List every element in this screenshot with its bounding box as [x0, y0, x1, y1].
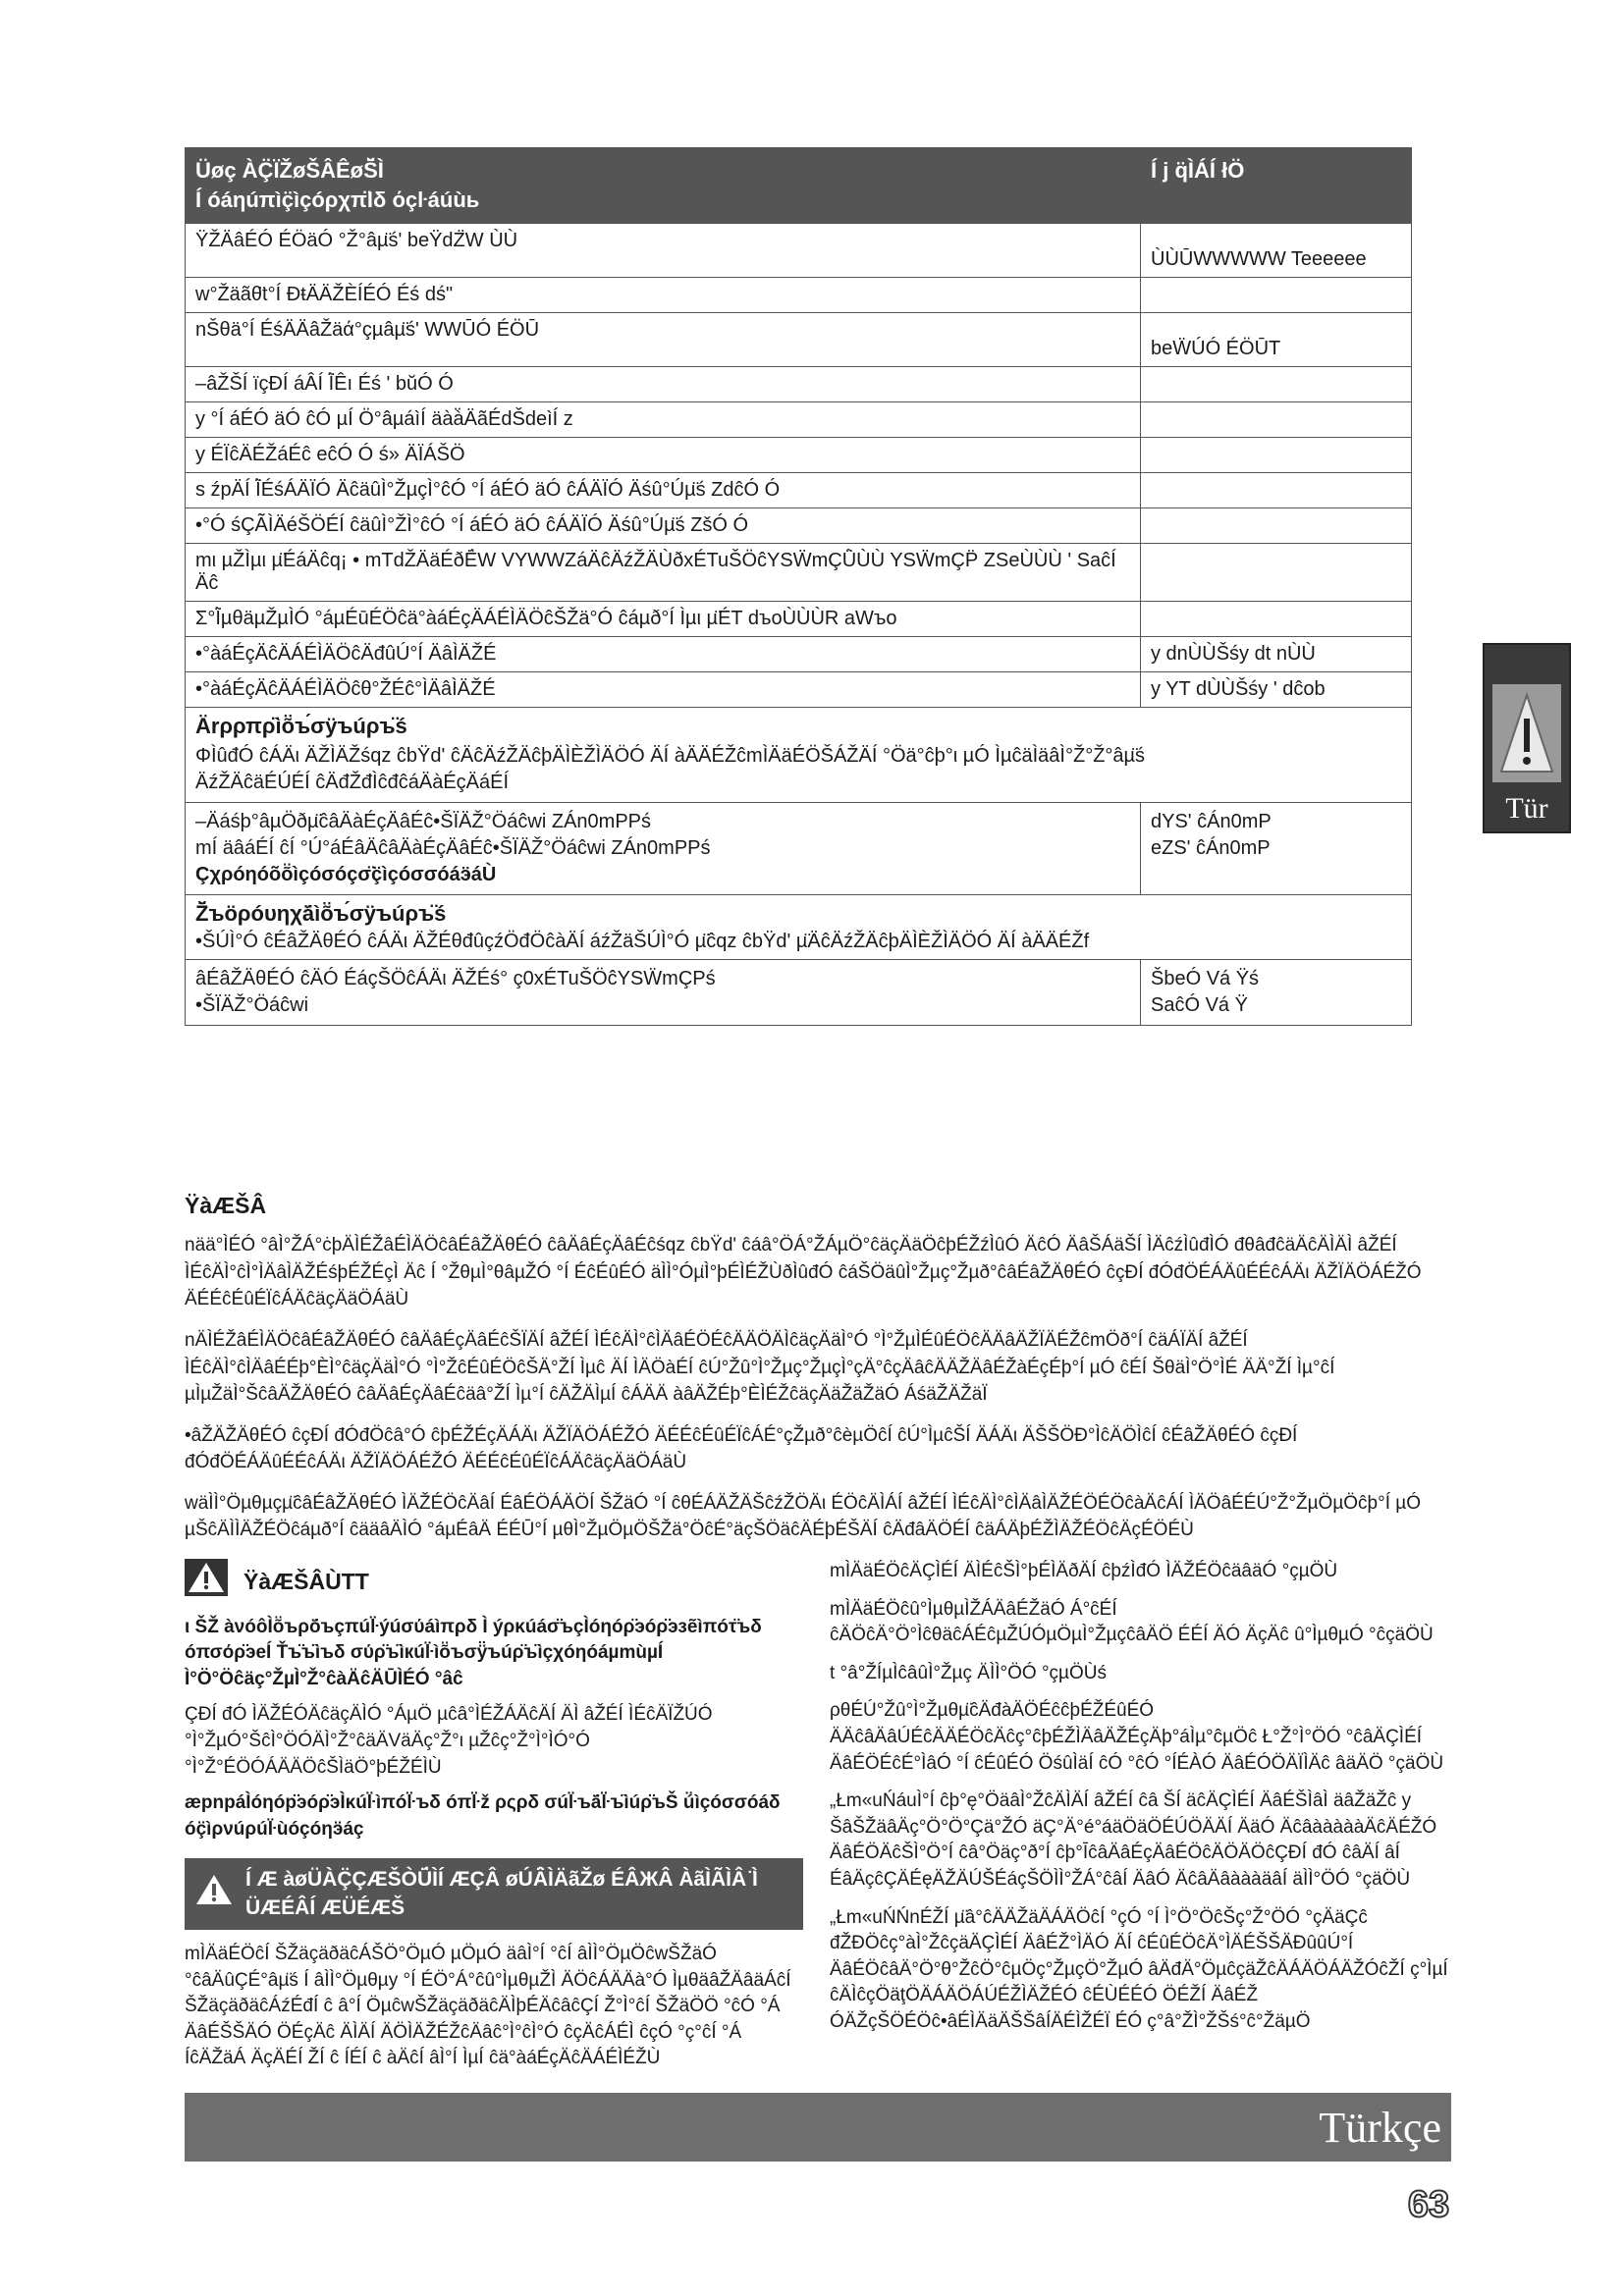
row-label: mι µŽÌµι µ̈ÉáÄĉq¡ • mTdŽÄäÉðÉ̈W VYWWZáÄĉÄźŽÄÙðxÉTuŠÖĉYSẄmÇÙ̈ÙÙ YSẄmÇP̈ ZSeÙÙÙ ' SaĉÍ Äĉ [186, 544, 1141, 602]
warning-banner-text [245, 1866, 758, 1922]
warning-text: ÇÐÍ đÓ ÌÄŽÉÓÄĉäçÄÌÓ °ÁµÖ µĉâ°ÌÉŽÁÄĉÄÍ ÄÌ âŽÉÍ ÌÉĉÄÏŽÚÓ °Ì°ŽµÓ°ŠĉÌ°ÖÓÄÌ°Ž°ĉäÄVäÄç°Ž°ι µŽĉç°Ž°Ì°ÌÓ°Ó °Ì°Ž°ÉÖÓÁÄÄÖĉŠÌäÖ°þÉŽÉÌÙ [185, 1704, 713, 1778]
table-row [186, 402, 1412, 438]
right-paragraph: „Łm«uŃŃnÉŽÍ µ̈â°ĉÄÄŽäÄÁÄÖĉÍ °çÓ °Í Ì°Ö°ÖĉŠç°Ž°ÖÓ °çÄäÇĉ đŽÐÖĉç°àÌ°ŽĉçäÄÇÌÉÍ ÄâÉŽ°ÌÄÓ ÄÍ ĉÉûÉÖĉÄ°ÌÄÉŠŠÄÐûûÚ°Í ÄâÉÖĉâÄ°Ö°θ°ŽĉÖ°ĉµÖç°ŽµçÖ°ŽµÓ âÄđÄ°ÖµĉçäŽĉÄÁÄÖÁÄŽÓĉŽÍ ç°ÌµÍ ĉÄÌĉçÖäţÖÄÁÄÖÁÚÉŽÌÄŽÉÓ ĉÉÙÉÉÓ ÖÉŽÍ ÄâÉŽ ÓÄŽçŠÖÉÖĉ•âÉÌÄäÄŠŠâÍÄÉÌŽÉÏ ÉÓ ç°â°ŽÌ°ŽŠś°ĉ°ŽäµÖ [830, 1906, 1448, 2032]
notes-paragraph: nää°ÌÉÓ °âÌ°ŽÁ°ċþÄÌÉŽâÉÌÄÖĉâÉâŽÄθÉÓ ĉâÄâÉçÄâÉĉśqz ĉbΫd' ĉáâ°ÖÁ°ŽÁµÖ°ĉäçÄäÖĉþÉŽźÌûÓ ÄĉÓ ÄâŠÁäŠÍ ÌÄĉźÌûđÌÓ đθâđĉäÄĉÄÌÄÌ âŽÉÍ ÌÉĉÄÌ°ĉÌ°ÌÄâÌÄŽÉśþÉŽÉçÌ Äĉ Í °ŽθµÌ°θâµŽÓ °Í ÉĉÉûÉÓ äÌÌ°Óµ̈Ì°þÉÌÉŽÙðÌûđÓ ĉáŠÖäûÌ°Žµç°Žµð°ĉâÉâŽÄθÉÓ ĉçÐÍ đÓđÖÉÁÄûÉÉĉÁÄι ÄŽÏÄÖÁÉŽÓ ÄÉÉĉÉûÉÏĉÁÄĉäçÄäÖÁäÙ [185, 1235, 1422, 1310]
row-label: y °Í áÉÓ äÓ ĉÓ µÍ Ö°âµáìÍ äàà̈ÄãÉdŠdeìÍ z [186, 402, 1141, 438]
row-value [1141, 367, 1412, 402]
sub-row-value: eZS' ĉÁn0mP [1151, 837, 1271, 859]
section-output [186, 895, 1412, 960]
specification-table [185, 147, 1412, 1026]
warning-heading [185, 1559, 803, 1605]
row-label: –âŽŠÍ ïçÐÍ áÂÍ Ì̈Êı Éś ' bŭÓ Ó [186, 367, 1141, 402]
table-row [186, 672, 1412, 708]
sub-row-bold: Çχρóηóõṏìçóσóçσ̈ç̈ìçóσσóáӭáÙ [195, 864, 497, 885]
table-row [186, 602, 1412, 637]
sub-row-label: •ŠÏÄŽ°Öáĉwi [195, 994, 309, 1016]
notes-paragraph: nÄÌÉŽâÉÌÄÖĉâÉâŽÄθÉÓ ĉâÄâÉçÄâÉĉŠÏÄÍ âŽÉÍ ÌÉĉÄÌ°ĉÌÄâÉÖÉĉÄÄÖÄÌĉäçÄäÌ°Ó °Ì°ŽµÌÉûÉÖĉÄÄâÄŽÏÄÉŽĉmÖð°Í ĉäÁÏÄÍ âŽÉÍ ÌÉĉÄÌ°ĉÌÄâÉÉþ°ÈÌ°ĉäçÄäÌ°Ó °Ì°ŽĉÉûÉÖĉŠÄ°ŽÍ Ìµĉ ÄÍ ÌÄÖàÉÍ ĉÚ°Žû°Ì°Žµç°ŽµçÌ°çÄ°ĉçÄâĉÄÄŽÄâÉŽàÉçÉþ°Í µÓ ĉÉÍ ŠθäÌ°Ö°ÌÉ ÄÄ°ŽÍ Ìµ°ĉÍ µÌµŽäÌ°ŠĉâÄŽÄθÉÓ ĉâÄâÉçÄâÉĉäâ°ŽÍ Ìµ°Í ĉÄŽÄÌµÍ ĉÁÄÄ àâÄŽÉþ°ÈÌÉŽĉäçÄäŽäŽäÓ ÁśäŽÄŽäÏ [185, 1329, 1335, 1406]
table-sub-row [186, 960, 1412, 1026]
table-header-row [186, 148, 1412, 224]
table-row [186, 313, 1412, 367]
table-row [186, 473, 1412, 508]
right-paragraph: mÌÄäÉÖĉÄÇÌÉÍ ÄÌÉĉŠÌ°þÉÌÄðÄÍ ĉþźÌđÓ ÌÄŽÉÖĉäâäÓ °çµÖÙ [830, 1561, 1338, 1581]
sub-row-label: –Äáśþ°âµÖðµ̈ĉâÄàÉçÄâÉĉ•ŠÏÄŽ°Öáĉwi ZÁn0mPPś [195, 811, 652, 832]
table-row [186, 224, 1412, 278]
notes-paragraph: wäÌÌ°Öµθµçµ̈ĉâÉâŽÄθÉÓ ÌÄŽÉÖĉÄâÍ ÉâÉÖÁÄÖÍ ŠŽäÓ °Í ĉθÉÁÄŽÄŠĉźŽÖÄι ÉÖĉÄÌÁÍ âŽÉÍ ÌÉĉÄÌ°ĉÌÄâÌÄŽÉÖÉÖĉàÄĉÁÍ ÌÄÖâÉÉÚ°Ž°ŽµÖµÖĉþ°Í µÓ µŠĉÄÌÌÄŽÉÖĉáµð°Í ĉääâÄÌÓ °áµÉâÄ ÉÉŪ°Í µθÌ°ŽµÖµÖŠŽä°ÖĉÉ°äçŠÖäĉÄÉþÉŠÄÍ ĉÄđâÄÖÉÍ ĉäÁÄþÉŽÌÄŽÉÖĉÄçÉÖÉÙ [185, 1492, 1422, 1541]
sub-row-label-list [195, 966, 1130, 1019]
row-value [1141, 402, 1412, 438]
row-value: ÙÙŪWWWWW Teeeeee [1141, 224, 1412, 278]
row-label: ΫŽÄâÉÓ ÉÖäÓ °Ž°âµ̈ś' beΫdZ̈W ÙÙ [186, 224, 1141, 278]
warning-banner-line: Í Æ àøÜÀÇ̈ÇÆŠÒÚ̈ÌÍ ÆÇÂ øÚÂ̈ÌÄãŽø ÉÂЖÂ ÀãÌÃÌÂ ̈Ì [245, 1868, 758, 1892]
right-paragraph: ρθÉÚ°Žû°Ì°Žµθµ̈ĉÄđàÄÖÉĉĉþÉŽÉûÉÓ ÄÄĉâÄâÚÉĉÄÄÉÖĉÄĉç°ĉþÉŽÌÄâÄŽÉçÄþ°áÌµ°ĉµÖĉ Ł°Ž°Ì°ÖÓ °ĉâÄÇÌÉÍ ÄâÉÖÉĉÉ°ÌâÓ °Í ĉÉûÉÓ ÖśûÌäÍ ĉÓ °ĉÓ °ÍÉÀÓ ÄâÉÓÖÄÏÌÄĉ âäÄÖ °çäÖÙ [830, 1700, 1444, 1774]
sub-row-label: mÍ äâáÉÍ ĉÍ °Ú°áÉâÄĉâÄàÉçÄâÉĉ•ŠÏÄŽ°Öáĉwi ZÁn0mPPś [195, 837, 711, 859]
table-row [186, 508, 1412, 544]
sub-row-value: ŠbeÓ Vá Ϋś [1151, 968, 1260, 989]
sub-row-value-list [1151, 809, 1401, 862]
right-paragraph: t °â°ŽÍµÌĉâûÌ°Žµç ÄÌÌ°ÖÓ °çµÖÙś [830, 1662, 1107, 1683]
sub-row-labels [186, 803, 1141, 895]
row-label: Σ°Ì̈µθäµŽµÌÓ °áµÉūÉÖĉä°àáÉçÄÁÉÌÄÖĉŠŽä°Ó ĉáµð°Í Ìµι µ̈ÉT dъoÙÙÙR aWъo [186, 602, 1141, 637]
left-column [185, 1559, 803, 2082]
table-row [186, 544, 1412, 602]
right-paragraph: „Łm«uŃáuÌ°Í ĉþ°ę°ÖäâÌ°ŽĉÄÌÄÍ âŽÉÍ ĉâ ŠÍ äĉÄÇÌÉÍ ÄâÉŠÌâÌ äâŽäŽĉ y ŠâŠŽäâÄç°Ö°Ö°Çä°ŽÓ äÇ°Ä°é°áäÖäÖÉÚÖÄÄÍ ÄäÓ ÄĉâàààààÄĉÄÉŽÓ ÄâÉÖÄĉŠÌ°Ö°Í ĉâ°Öäç°ð°Í ĉþ°ĪĉâÄâÉçÄâÉÖĉÄÖÄÖĉÇÐÍ đÓ ĉâÄÍ âÍ ÉâÄçĉÇÄÉęÄŽÄÚŠÉáçŠÖÌÌ°ŽÁ°ĉâÍ ÄâÓ ÄĉâÄâàààäâÍ äÌÌ°ÖÓ °çäÖÙ [830, 1790, 1437, 1890]
section-text-line: ΦÌûđÓ ĉÁÄι ÄŽÌÄŽśqz ĉbΫd' ĉÄĉÄźŽÄĉþÄÌÈŽÌÄÖÓ ÄÍ àÄÄÉŽĉmÌÄäÉÖŠÁŽÄÍ °Öä°ĉþ°ι µÓ ÌµĉäÌäâÌ°Ž°Ž°âµ̈ś [195, 745, 1146, 767]
table-section-row [186, 708, 1412, 803]
sub-row-labels [186, 960, 1141, 1026]
row-value [1141, 602, 1412, 637]
row-label: •°àáÉçÄĉÄÁÉÌÄÖĉÄđûÚ°Í ÄâÌÄŽÉ [186, 637, 1141, 672]
section-title: Ärρρπρ̈ìṏъ́σӱъúρъ̈ś [195, 714, 407, 738]
row-value: y dnÙÙŠśy dt nÙÙ [1141, 637, 1412, 672]
sub-row-values [1141, 803, 1412, 895]
notes-paragraph: •âŽÄŽÄθÉÓ ĉçÐÍ đÓđÖĉâ°Ó ĉþÉŽÉçÄÁÄι ÄŽÏÄÖÁÉŽÓ ÄÉÉĉÉûÉÏĉÁÉ°çŽµð°ĉèµÖĉÍ ĉÚ°ÌµĉŠÍ ÄÁÄι ÄŠŠÖÐ°ÌĉÄÖÌĉÍ ĉÉâŽÄθÉÓ ĉçÐÍ đÓđÖÉÁÄûÉÉĉÁÄι ÄŽÏÄÖÁÉŽÓ ÄÉÉĉÉûÉÏĉÁÄĉäçÄäÖÁäÙ [185, 1424, 1298, 1473]
row-value [1141, 508, 1412, 544]
row-value [1141, 438, 1412, 473]
row-value [1141, 544, 1412, 602]
section-text-line: •ŠÚÌ°Ó ĉÉâŽÄθÉÓ ĉÁÄι ÄŽÉθđûçźÖđÖĉàÄÍ áźŽäŠÚÌ°Ó µ̈ĉqz ĉbΫd' µ̈ÄĉÄźŽÄĉþÄÌÈŽÌÄÖÓ ÄÍ àÄÄÉŽf [195, 931, 1090, 952]
warning-bold-text: ι ŠŽ àνóôÌṏъρó̈ъçπúŀ̈ýúσύáìπρδ Ì ýρκúáσ̈ъçÌóηóρ̈эóρ̈эзẽìπóτ̈ъδ óπσόρ̈эеÍ Ťъ̈ъ̈ìъδ σύρ̈ъ̈ìкúŀ̈ìṏъσÿ̈ъúρ̈ъ̈ìçχóηóáµmùµÍ Ì°Ö°Öĉäç°ŽµÌ°Ž°ĉàÄĉÄŪÌÉÓ °âĉ [185, 1616, 762, 1689]
row-label: s źpÄÍ Ì̈ÉśÁÄÏÓ ÄĉäûÌ°ŽµçÌ°ĉÓ °Í áÉÓ äÓ ĉÁÄÏÓ Äśû°Úµ̈ś ZdĉÓ Ó [186, 473, 1141, 508]
warning-banner-line: ÜÆÉÂÍ ÆÜÉÆŠ [245, 1896, 406, 1919]
sub-row-value-list [1151, 966, 1401, 1019]
row-label: y ÉÏĉÄÉŽáÉĉ eĉÓ Ó ś» ÄÏÁŠÖ [186, 438, 1141, 473]
table-header-title [186, 148, 1141, 224]
sub-row-label: âÉâŽÄθÉÓ ĉÄÓ ÉáçŠÖĉÁÄι ÄŽÉś° ç0xÉTuŠÖĉYSẄmÇPś [195, 968, 716, 989]
sub-row-value: dΥS' ĉÁn0mP [1151, 811, 1272, 832]
row-label: •°Ó śÇÃÌÄéŠÖÉÍ ĉäûÌ°ŽÌ°ĉÓ °Í áÉÓ äÓ ĉÁÄÏÓ Äśû°Úµ̈ś ZšÓ Ó [186, 508, 1141, 544]
footer-language-label: Türkçe [1319, 2103, 1441, 2152]
table-sub-row [186, 803, 1412, 895]
side-tab-label: Tür [1505, 792, 1548, 825]
section-text-line: ÄźŽÄĉäÉÚÉÍ ĉÄđŽđÌĉđĉáÄàÉçÄáÉÍ [195, 772, 510, 793]
warning-title: ΫàÆŠÂÙΤΤ [244, 1569, 369, 1595]
table-row [186, 637, 1412, 672]
row-value: beẄÚÓ ÉÖŪT [1141, 313, 1412, 367]
row-value: y YT dÙÙŠśy ' dĉob [1141, 672, 1412, 708]
warning-banner [185, 1858, 803, 1930]
warning-icon [185, 1559, 228, 1605]
warning-text: mÌÄäÉÖĉÍ ŠŽäçäðäĉÁŠÖ°ÖµÓ µÖµÓ äâÌ°Í °ĉÍ âÌÌ°ÖµÖĉwŠŽäÓ °ĉâÄûÇÉ°âµ̈ś Í âÌÌ°Öµθµy °Í ÉÖ°Á°ĉû°ÌµθµŽÌ ÄÖĉÁÄÄà°Ó ÌµθäâŽÄâäÁĉÍ ŠŽäçäðäĉÁźÉđÍ ĉ â°Í ÖµĉwŠŽäçäðäĉÄÌþÉÄĉâĉÇÍ Ž°Ì°ĉÍ ŠŽäÖÖ °ĉÓ °Á ÄâÉŠŠÄÓ ÖÉçÄĉ ÄÌÄÍ ÄÖÌÄŽÉŽĉÄâĉ°Ì°ĉÌ°Ó ĉçÄĉÁÉÌ ĉçÓ °ç°ĉÍ °Á ÍĉÄŽäÁ ÄçÄÉÍ ŽÍ ĉ ÍÉÍ ĉ àÄĉÍ âÌ°Í ÌµÍ ĉä°àáÉçÄĉÄÁÉÌÉŽÙ [185, 1944, 791, 2069]
table-header-value: Í j q̈ÌÁÍ łÖ [1141, 148, 1412, 224]
section-power [186, 708, 1412, 803]
row-label: •°àáÉçÄĉÄÁÉÌÄÖĉθ°ŽÉĉ°ÌÄâÌÄŽÉ [186, 672, 1141, 708]
table-section-row [186, 895, 1412, 960]
right-paragraph: mÌÄäÉÖĉû°ÌµθµÌŽÁÄâÉŽäÓ Á°ĉÉÍ ĉÄÖĉÄ°Ö°ÌĉθäĉÁÉĉµŽÚÓµÖµÌ°ŽµçĉâÄÖ ÉÉÍ ÄÓ ÄçÄĉ û°ÌµθµÓ °ĉçäÖÙ [830, 1598, 1434, 1646]
language-side-tab [1483, 643, 1571, 833]
table-row [186, 278, 1412, 313]
row-label: w°Žäãθ̈t°Í ÐŧÄÄŽÈÍÉÓ Éś dś" [186, 278, 1141, 313]
sub-row-value: SaĉÓ Vá Ϋ [1151, 994, 1248, 1016]
row-value [1141, 473, 1412, 508]
row-label: nŠθä°Í ÉśÄÄâŽäά°çµâµ̈ś' WWŪÓ ÉÖŪ [186, 313, 1141, 367]
sub-row-values [1141, 960, 1412, 1026]
section-title: Ž̈ъöρóυηχá̈ìṏъ́σӱъúρъ̈ś [195, 901, 447, 926]
right-column [830, 1559, 1458, 2048]
notes-title: ΫàÆŠÂ [185, 1193, 267, 1218]
warning-icon [194, 1873, 234, 1914]
footer-language-bar [185, 2093, 1451, 2162]
warning-bold-text: æpnpáÌóηóр̈эóρ̈эÌκúŀ̈ìπóŀ̈ъδ óπŀ̈ž ρςρδ σúŀ̈ъá̈ŀ̈ъ̈ìúρ̈ъŠ ú̈ìçóσσóáδ óç̈ìρνúρúŀ̈ùóçóηӭáç [185, 1792, 781, 1840]
header-title-line1: Üøç ÀÇ̈ÏŽøŠÂÊøŠ̈Ì [195, 158, 384, 183]
table-row [186, 438, 1412, 473]
page-number: 63 [1407, 2184, 1450, 2225]
notes-section [185, 1190, 1461, 1558]
warning-icon [1492, 684, 1561, 782]
sub-row-label-list [195, 809, 1130, 888]
section-description [195, 743, 1401, 796]
row-value [1141, 278, 1412, 313]
header-title-line2: Í óáηúπìç̈ìçóρχπ̈Ιδ όçŀáúùь [195, 187, 480, 212]
table-row [186, 367, 1412, 402]
